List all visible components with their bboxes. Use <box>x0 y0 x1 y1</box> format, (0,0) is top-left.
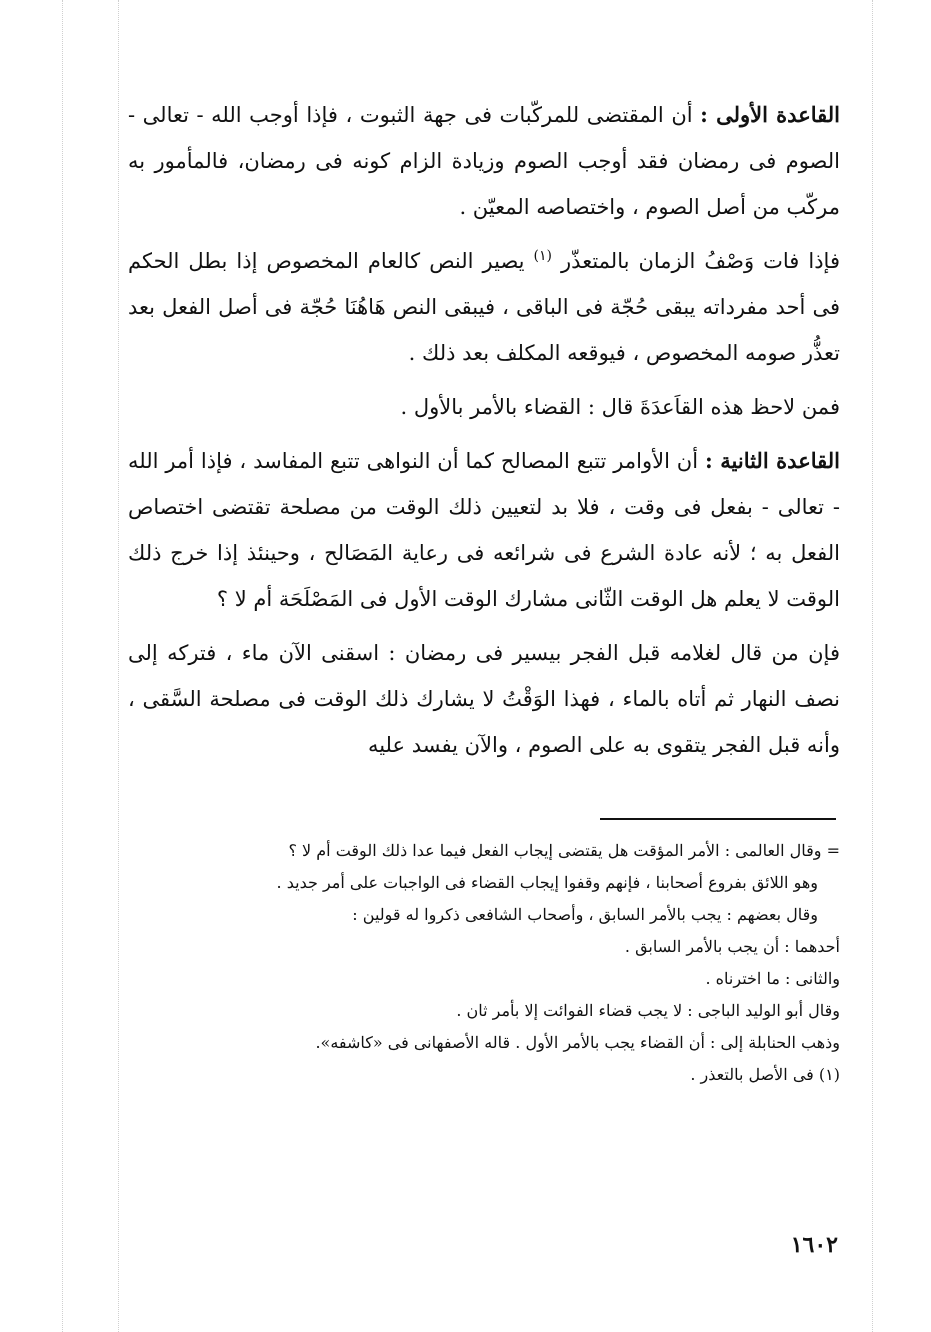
rule-two-heading: القاعدة الثانية : <box>704 448 840 473</box>
footnote-one: (١) فى الأصل بالتعذر . <box>690 1065 840 1084</box>
footnote-line: = وقال العالمى : الأمر المؤقت هل يقتضى إيجاب الفعل فيما عدا ذلك الوقت أم لا ؟ <box>288 841 840 860</box>
footnote-line: أحدهما : أن يجب بالأمر السابق . <box>624 937 840 956</box>
paragraph-missed-time <box>128 238 840 376</box>
footnote-line: وهو اللائق بفروع أصحابنا ، فإنهم وقفوا إيجاب القضاء فى الواجبات على أمر جديد . <box>276 873 818 892</box>
footnote-marker: (١) <box>533 248 552 264</box>
paragraph-rule-two <box>128 438 840 622</box>
scan-noise-line <box>62 0 63 1332</box>
scan-noise-line <box>118 0 119 1332</box>
paragraph-example: فإن من قال لغلامه قبل الفجر بيسير فى رمضان : اسقنى الآن ماء ، فتركه إلى نصف النهار ثم أتاه بالماء ، فهذا الوَقْتُ لا يشارك ذلك الوقت فى مصلحة السَّقى ، وأنه قبل الفجر يتقوى به على الصوم ، والآن يفسد عليه <box>128 641 840 757</box>
paragraph-rule-one <box>128 92 840 230</box>
paragraph-consequence: فمن لاحظ هذه القاَعدَةَ قال : القضاء بالأمر بالأول . <box>400 395 840 419</box>
footnote-line: وقال بعضهم : يجب بالأمر السابق ، وأصحاب الشافعى ذكروا له قولين : <box>352 905 818 924</box>
missed-time-text-start: فإذا فات وَصْفُ الزمان بالمتعذّر <box>561 249 840 273</box>
rule-one-text: أن المقتضى للمركّبات فى جهة الثبوت ، فإذا أوجب الله - تعالى - الصوم فى رمضان فقد أوجب الصوم وزيادة الزام كونه فى رمضان، فالمأمور به مركّب من أصل الصوم ، واختصاصه المعيّن . <box>128 103 840 219</box>
footnote-line: والثانى : ما اخترناه . <box>705 969 840 988</box>
main-text <box>128 92 840 768</box>
missed-time-text-end: يصير النص كالعام المخصوص إذا بطل الحكم فى أحد مفرداته يبقى حُجّة فى الباقى ، فيبقى النص هَاهُنَا حُجّة فى أصل الفعل بعد تعذُّر صومه المخصوص ، فيوقعه المكلف بعد ذلك . <box>128 249 840 365</box>
footnote-line: وذهب الحنابلة إلى : أن القضاء يجب بالأمر الأول . قاله الأصفهانى فى «كاشفه». <box>315 1033 840 1052</box>
footnote-line: وقال أبو الوليد الباجى : لا يجب قضاء الفوائت إلا بأمر ثان . <box>456 1001 840 1020</box>
footnote-separator <box>600 818 836 820</box>
rule-two-text: أن الأوامر تتبع المصالح كما أن النواهى تتبع المفاسد ، فإذا أمر الله - تعالى - بفعل فى وقت ، فلا بد لتعيين ذلك الوقت من مصلحة تقتضى اختصاص الفعل به ؛ لأنه عادة الشرع فى شرائعه فى رعاية المَصَالح ، وحينئذ إذا خرج ذلك الوقت لا يعلم هل الوقت الثّانى مشارك الوقت الأول فى المَصْلَحَة أم لا ؟ <box>128 449 840 611</box>
footnotes <box>128 835 840 1091</box>
page-number: ١٦٠٢ <box>790 1232 838 1258</box>
rule-one-heading: القاعدة الأولى : <box>700 102 840 127</box>
scan-noise-line <box>872 0 873 1332</box>
